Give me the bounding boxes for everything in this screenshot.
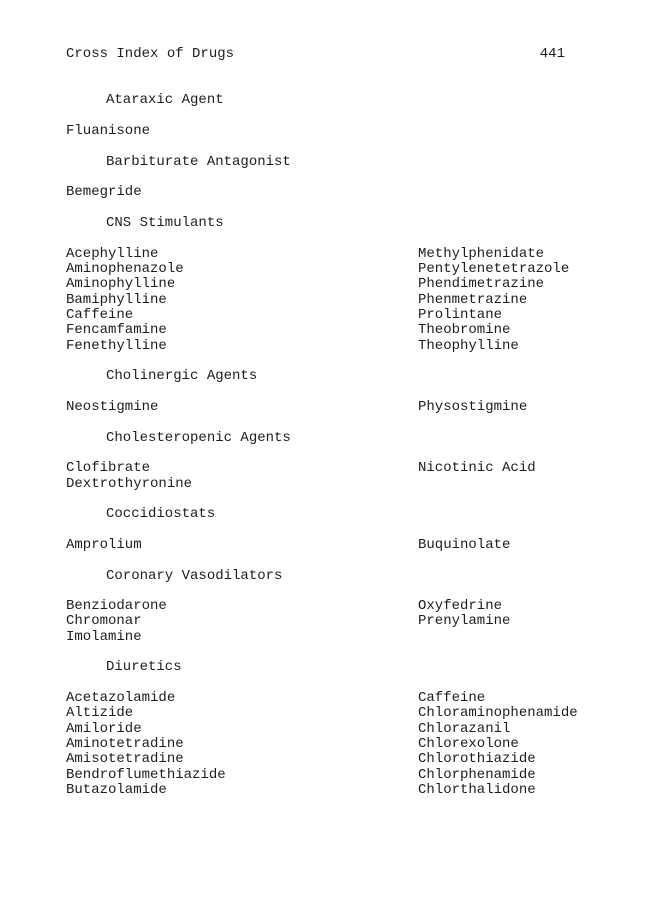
drug-row xyxy=(66,323,651,338)
section xyxy=(66,369,651,415)
drug-list xyxy=(66,599,651,645)
drug-name-right: Methylphenidate xyxy=(418,245,545,262)
drug-name-right: Physostigmine xyxy=(418,398,528,415)
drug-name-left: Clofibrate xyxy=(66,460,151,477)
section xyxy=(66,216,651,354)
drug-row xyxy=(66,477,651,492)
section xyxy=(66,569,651,646)
drug-name-right: Caffeine xyxy=(418,690,486,707)
drug-row xyxy=(66,737,651,752)
drug-row xyxy=(66,691,651,706)
section xyxy=(66,660,651,798)
drug-name-left: Amisotetradine xyxy=(66,751,184,768)
section xyxy=(66,431,651,492)
drug-name-left: Acephylline xyxy=(66,245,159,262)
drug-name-left: Benziodarone xyxy=(66,598,167,615)
drug-name-right: Chlorexolone xyxy=(418,736,519,753)
drug-name-right: Prenylamine xyxy=(418,613,511,630)
drug-name-right: Chlorothiazide xyxy=(418,751,536,768)
drug-row xyxy=(66,293,651,308)
drug-name-left: Butazolamide xyxy=(66,782,167,799)
drug-name-left: Acetazolamide xyxy=(66,690,176,707)
drug-row xyxy=(66,599,651,614)
drug-name-left: Chromonar xyxy=(66,613,142,630)
drug-name-right: Chlorthalidone xyxy=(418,782,536,799)
drug-row xyxy=(66,783,651,798)
section-heading: CNS Stimulants xyxy=(106,214,224,231)
section-heading: Coccidiostats xyxy=(106,506,216,523)
drug-name-left: Bendroflumethiazide xyxy=(66,766,226,783)
page-number: 441 xyxy=(539,46,565,62)
drug-row xyxy=(66,538,651,553)
drug-name-left: Imolamine xyxy=(66,628,142,645)
drug-row xyxy=(66,185,651,200)
drug-row xyxy=(66,706,651,721)
drug-row xyxy=(66,614,651,629)
drug-name-right: Chlorazanil xyxy=(418,720,511,737)
drug-name-right: Theobromine xyxy=(418,322,511,339)
drug-name-right: Prolintane xyxy=(418,306,503,323)
drug-row xyxy=(66,262,651,277)
drug-row xyxy=(66,768,651,783)
page-title: Cross Index of Drugs xyxy=(66,46,235,62)
sections-container xyxy=(66,93,651,798)
drug-name-left: Fencamfamine xyxy=(66,322,167,339)
section xyxy=(66,155,651,201)
drug-name-right: Phenmetrazine xyxy=(418,291,528,308)
drug-name-left: Aminophylline xyxy=(66,276,176,293)
drug-name-left: Neostigmine xyxy=(66,398,159,415)
drug-name-right: Chlorphenamide xyxy=(418,766,536,783)
drug-name-left: Amiloride xyxy=(66,720,142,737)
drug-name-right: Oxyfedrine xyxy=(418,598,503,615)
drug-name-left: Bamiphylline xyxy=(66,291,167,308)
drug-name-left: Fenethylline xyxy=(66,337,167,354)
drug-name-left: Caffeine xyxy=(66,306,134,323)
drug-name-right: Theophylline xyxy=(418,337,519,354)
drug-name-left: Aminophenazole xyxy=(66,260,184,277)
drug-row xyxy=(66,630,651,645)
drug-name-right: Buquinolate xyxy=(418,536,511,553)
drug-name-left: Bemegride xyxy=(66,184,142,201)
section xyxy=(66,507,651,553)
drug-row xyxy=(66,124,651,139)
section-heading: Barbiturate Antagonist xyxy=(106,153,291,170)
drug-row xyxy=(66,722,651,737)
section-heading: Cholinergic Agents xyxy=(106,368,258,385)
drug-name-left: Altizide xyxy=(66,705,134,722)
drug-name-right: Phendimetrazine xyxy=(418,276,545,293)
drug-list xyxy=(66,461,651,492)
section-heading: Cholesteropenic Agents xyxy=(106,429,291,446)
section-heading: Diuretics xyxy=(106,659,182,676)
drug-name-left: Amprolium xyxy=(66,536,142,553)
drug-list xyxy=(66,538,651,553)
drug-name-left: Aminotetradine xyxy=(66,736,184,753)
drug-row xyxy=(66,247,651,262)
drug-name-left: Dextrothyronine xyxy=(66,475,193,492)
drug-row xyxy=(66,752,651,767)
drug-name-left: Fluanisone xyxy=(66,122,151,139)
drug-list xyxy=(66,124,651,139)
drug-list xyxy=(66,185,651,200)
drug-name-right: Pentylenetetrazole xyxy=(418,260,570,277)
drug-list xyxy=(66,247,651,354)
drug-name-right: Nicotinic Acid xyxy=(418,460,536,477)
section xyxy=(66,93,651,139)
drug-list xyxy=(66,400,651,415)
section-heading: Coronary Vasodilators xyxy=(106,567,283,584)
section-heading: Ataraxic Agent xyxy=(106,92,224,109)
drug-row xyxy=(66,461,651,476)
drug-row xyxy=(66,277,651,292)
page-header xyxy=(66,47,565,62)
drug-name-right: Chloraminophenamide xyxy=(418,705,578,722)
drug-row xyxy=(66,400,651,415)
drug-row xyxy=(66,339,651,354)
drug-list xyxy=(66,691,651,798)
drug-row xyxy=(66,308,651,323)
